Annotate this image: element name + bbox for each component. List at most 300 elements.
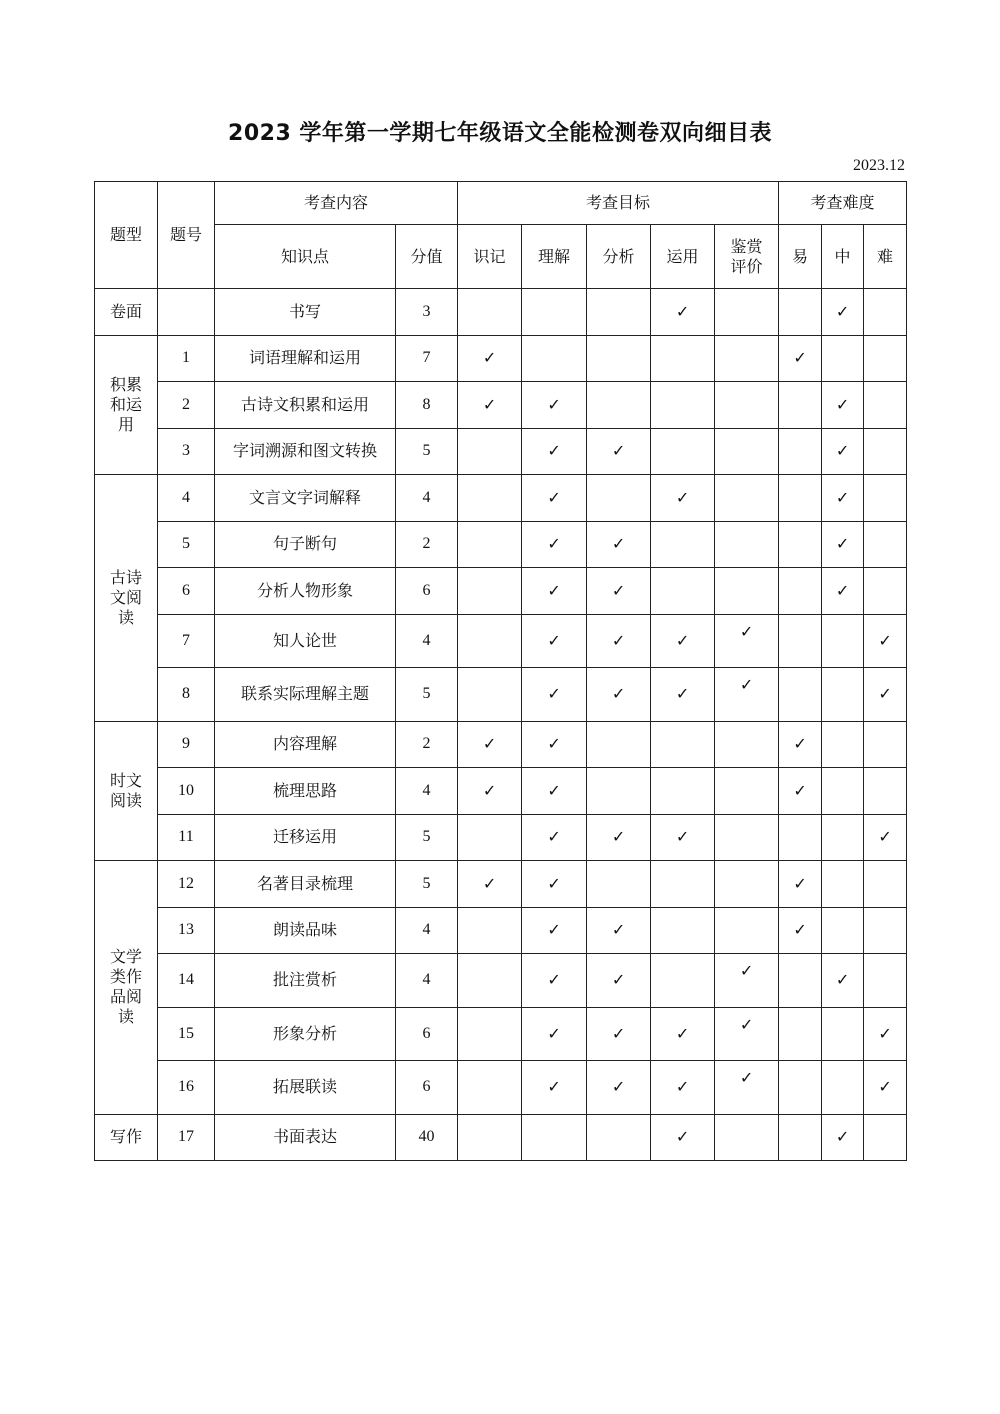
- objective-understand-cell: [522, 1007, 587, 1061]
- question-number-cell: 4: [158, 475, 215, 522]
- objective-apply-cell: [651, 475, 715, 522]
- table-row: [95, 289, 907, 336]
- check-icon: ✓: [835, 441, 850, 461]
- objective-understand-cell: [522, 335, 587, 382]
- objective-analyze-cell: [587, 907, 651, 954]
- check-icon: ✓: [482, 734, 497, 754]
- check-icon: ✓: [611, 970, 626, 990]
- difficulty-hard-cell: [864, 721, 907, 768]
- question-number-cell: 17: [158, 1114, 215, 1161]
- page-title: 2023 学年第一学期七年级语文全能检测卷双向细目表: [228, 121, 772, 146]
- difficulty-easy-cell: [779, 861, 822, 908]
- difficulty-easy-cell: [779, 614, 822, 668]
- difficulty-easy-cell: [779, 335, 822, 382]
- difficulty-easy-cell: [779, 289, 822, 336]
- objective-apply-cell: [651, 428, 715, 475]
- objective-appreciate-cell: [715, 1061, 779, 1115]
- header-objective-memorize: 识记: [458, 225, 522, 289]
- difficulty-easy-cell: [779, 814, 822, 861]
- check-icon: ✓: [739, 1068, 754, 1087]
- score-cell: 6: [396, 1007, 458, 1061]
- objective-analyze-cell: [587, 1114, 651, 1161]
- check-icon: ✓: [547, 873, 561, 893]
- check-icon: ✓: [675, 684, 690, 704]
- question-number-cell: 13: [158, 907, 215, 954]
- objective-apply-cell: [651, 335, 715, 382]
- objective-understand-cell: [522, 907, 587, 954]
- objective-analyze-cell: [587, 521, 651, 568]
- check-icon: ✓: [547, 684, 561, 704]
- table-row: [95, 568, 907, 615]
- difficulty-hard-cell: [864, 289, 907, 336]
- check-icon: ✓: [675, 487, 690, 507]
- question-number-cell: 15: [158, 1007, 215, 1061]
- objective-memorize-cell: [458, 1114, 522, 1161]
- table-row: [95, 614, 907, 668]
- question-number-cell: 5: [158, 521, 215, 568]
- check-icon: ✓: [835, 580, 850, 600]
- objective-appreciate-cell: [715, 668, 779, 722]
- difficulty-medium-cell: [822, 289, 864, 336]
- objective-apply-cell: [651, 954, 715, 1008]
- objective-analyze-cell: [587, 668, 651, 722]
- objective-understand-cell: [522, 768, 587, 815]
- objective-understand-cell: [522, 614, 587, 668]
- check-icon: ✓: [547, 1077, 561, 1097]
- check-icon: ✓: [547, 441, 561, 461]
- knowledge-point-cell: 联系实际理解主题: [215, 668, 396, 722]
- objective-appreciate-cell: [715, 907, 779, 954]
- objective-apply-cell: [651, 568, 715, 615]
- score-cell: 40: [396, 1114, 458, 1161]
- objective-memorize-cell: [458, 475, 522, 522]
- objective-apply-cell: [651, 382, 715, 429]
- objective-analyze-cell: [587, 382, 651, 429]
- objective-understand-cell: [522, 382, 587, 429]
- header-difficulty: 考查难度: [779, 182, 907, 225]
- knowledge-point-cell: 拓展联读: [215, 1061, 396, 1115]
- difficulty-easy-cell: [779, 428, 822, 475]
- check-icon: ✓: [675, 1127, 690, 1147]
- difficulty-medium-cell: [822, 521, 864, 568]
- objective-analyze-cell: [587, 568, 651, 615]
- difficulty-easy-cell: [779, 768, 822, 815]
- objective-analyze-cell: [587, 614, 651, 668]
- score-cell: 8: [396, 382, 458, 429]
- check-icon: ✓: [835, 394, 850, 414]
- specification-table: [94, 181, 907, 1161]
- knowledge-point-cell: 句子断句: [215, 521, 396, 568]
- objective-analyze-cell: [587, 954, 651, 1008]
- difficulty-hard-cell: [864, 814, 907, 861]
- difficulty-medium-cell: [822, 861, 864, 908]
- difficulty-easy-cell: [779, 721, 822, 768]
- question-number-cell: 8: [158, 668, 215, 722]
- check-icon: ✓: [835, 970, 850, 990]
- score-cell: 4: [396, 954, 458, 1008]
- question-number-cell: 1: [158, 335, 215, 382]
- header-row-sub: [95, 225, 907, 289]
- objective-memorize-cell: [458, 1007, 522, 1061]
- objective-analyze-cell: [587, 335, 651, 382]
- difficulty-hard-cell: [864, 954, 907, 1008]
- check-icon: ✓: [611, 580, 626, 600]
- score-cell: 5: [396, 814, 458, 861]
- objective-appreciate-cell: [715, 521, 779, 568]
- objective-analyze-cell: [587, 289, 651, 336]
- difficulty-easy-cell: [779, 521, 822, 568]
- objective-memorize-cell: [458, 861, 522, 908]
- score-cell: 3: [396, 289, 458, 336]
- objective-memorize-cell: [458, 814, 522, 861]
- objective-appreciate-cell: [715, 335, 779, 382]
- objective-memorize-cell: [458, 335, 522, 382]
- check-icon: ✓: [675, 630, 690, 650]
- check-icon: ✓: [611, 827, 626, 847]
- difficulty-easy-cell: [779, 907, 822, 954]
- table-row: [95, 1061, 907, 1115]
- check-icon: ✓: [482, 780, 497, 800]
- check-icon: ✓: [482, 348, 497, 368]
- knowledge-point-cell: 名著目录梳理: [215, 861, 396, 908]
- check-icon: ✓: [547, 534, 561, 554]
- header-objective-analyze: 分析: [587, 225, 651, 289]
- table-row: [95, 814, 907, 861]
- check-icon: ✓: [547, 920, 561, 940]
- header-knowledge-point: 知识点: [215, 225, 396, 289]
- objective-appreciate-cell: [715, 614, 779, 668]
- knowledge-point-cell: 书写: [215, 289, 396, 336]
- difficulty-easy-cell: [779, 668, 822, 722]
- check-icon: ✓: [835, 301, 850, 321]
- difficulty-hard-cell: [864, 475, 907, 522]
- difficulty-hard-cell: [864, 668, 907, 722]
- check-icon: ✓: [611, 1077, 626, 1097]
- score-cell: 6: [396, 568, 458, 615]
- check-icon: ✓: [611, 534, 626, 554]
- knowledge-point-cell: 字词溯源和图文转换: [215, 428, 396, 475]
- score-cell: 4: [396, 907, 458, 954]
- table-row: [95, 721, 907, 768]
- objective-analyze-cell: [587, 1061, 651, 1115]
- check-icon: ✓: [739, 961, 754, 980]
- objective-memorize-cell: [458, 382, 522, 429]
- difficulty-hard-cell: [864, 614, 907, 668]
- objective-apply-cell: [651, 1007, 715, 1061]
- objective-appreciate-cell: [715, 289, 779, 336]
- knowledge-point-cell: 知人论世: [215, 614, 396, 668]
- question-number-cell: 3: [158, 428, 215, 475]
- header-question-number: 题号: [158, 182, 215, 289]
- check-icon: ✓: [878, 827, 892, 847]
- objective-understand-cell: [522, 1114, 587, 1161]
- difficulty-medium-cell: [822, 768, 864, 815]
- table-row: [95, 1114, 907, 1161]
- question-number-cell: [158, 289, 215, 336]
- difficulty-easy-cell: [779, 1007, 822, 1061]
- check-icon: ✓: [878, 684, 892, 704]
- difficulty-hard-cell: [864, 521, 907, 568]
- header-objective-understand: 理解: [522, 225, 587, 289]
- objective-memorize-cell: [458, 568, 522, 615]
- knowledge-point-cell: 梳理思路: [215, 768, 396, 815]
- objective-analyze-cell: [587, 721, 651, 768]
- difficulty-medium-cell: [822, 614, 864, 668]
- header-question-type: 题型: [95, 182, 158, 289]
- objective-appreciate-cell: [715, 568, 779, 615]
- knowledge-point-cell: 朗读品味: [215, 907, 396, 954]
- objective-appreciate-cell: [715, 768, 779, 815]
- objective-appreciate-cell: [715, 861, 779, 908]
- objective-appreciate-cell: [715, 428, 779, 475]
- check-icon: ✓: [611, 920, 626, 940]
- score-cell: 2: [396, 521, 458, 568]
- table-row: [95, 861, 907, 908]
- objective-apply-cell: [651, 1114, 715, 1161]
- objective-memorize-cell: [458, 428, 522, 475]
- score-cell: 2: [396, 721, 458, 768]
- category-cell: 卷面: [95, 289, 158, 336]
- objective-appreciate-cell: [715, 382, 779, 429]
- question-number-cell: 2: [158, 382, 215, 429]
- objective-apply-cell: [651, 1061, 715, 1115]
- question-number-cell: 10: [158, 768, 215, 815]
- table-row: [95, 954, 907, 1008]
- objective-memorize-cell: [458, 289, 522, 336]
- difficulty-medium-cell: [822, 382, 864, 429]
- table-row: [95, 768, 907, 815]
- check-icon: ✓: [547, 970, 561, 990]
- difficulty-easy-cell: [779, 382, 822, 429]
- objective-memorize-cell: [458, 954, 522, 1008]
- check-icon: ✓: [611, 630, 626, 650]
- category-cell: 古诗 文阅 读: [95, 475, 158, 722]
- knowledge-point-cell: 文言文字词解释: [215, 475, 396, 522]
- objective-memorize-cell: [458, 1061, 522, 1115]
- document-date: 2023.12: [853, 157, 905, 174]
- objective-appreciate-cell: [715, 1114, 779, 1161]
- check-icon: ✓: [675, 827, 690, 847]
- check-icon: ✓: [482, 394, 497, 414]
- difficulty-hard-cell: [864, 335, 907, 382]
- difficulty-medium-cell: [822, 814, 864, 861]
- objective-memorize-cell: [458, 521, 522, 568]
- question-number-cell: 9: [158, 721, 215, 768]
- table-row: [95, 428, 907, 475]
- objective-apply-cell: [651, 768, 715, 815]
- check-icon: ✓: [547, 827, 561, 847]
- objective-appreciate-cell: [715, 814, 779, 861]
- table-row: [95, 382, 907, 429]
- difficulty-easy-cell: [779, 1061, 822, 1115]
- objective-understand-cell: [522, 861, 587, 908]
- difficulty-hard-cell: [864, 428, 907, 475]
- objective-analyze-cell: [587, 428, 651, 475]
- score-cell: 5: [396, 668, 458, 722]
- objective-apply-cell: [651, 721, 715, 768]
- objective-memorize-cell: [458, 721, 522, 768]
- header-score: 分值: [396, 225, 458, 289]
- objective-apply-cell: [651, 814, 715, 861]
- table-row: [95, 521, 907, 568]
- check-icon: ✓: [547, 580, 561, 600]
- objective-memorize-cell: [458, 668, 522, 722]
- check-icon: ✓: [835, 1127, 850, 1147]
- check-icon: ✓: [878, 1023, 892, 1043]
- question-number-cell: 11: [158, 814, 215, 861]
- check-icon: ✓: [675, 1023, 690, 1043]
- table-body: [95, 289, 907, 1161]
- header-content: 考查内容: [215, 182, 458, 225]
- header-difficulty-easy: 易: [779, 225, 822, 289]
- knowledge-point-cell: 分析人物形象: [215, 568, 396, 615]
- difficulty-easy-cell: [779, 1114, 822, 1161]
- knowledge-point-cell: 书面表达: [215, 1114, 396, 1161]
- header-objectives: 考查目标: [458, 182, 779, 225]
- objective-analyze-cell: [587, 768, 651, 815]
- check-icon: ✓: [878, 630, 892, 650]
- question-number-cell: 7: [158, 614, 215, 668]
- objective-apply-cell: [651, 907, 715, 954]
- header-objective-appreciate: 鉴赏 评价: [715, 225, 779, 289]
- objective-memorize-cell: [458, 614, 522, 668]
- difficulty-hard-cell: [864, 861, 907, 908]
- check-icon: ✓: [482, 873, 497, 893]
- question-number-cell: 12: [158, 861, 215, 908]
- objective-analyze-cell: [587, 861, 651, 908]
- objective-appreciate-cell: [715, 954, 779, 1008]
- table-row: [95, 475, 907, 522]
- check-icon: ✓: [793, 734, 807, 754]
- objective-understand-cell: [522, 814, 587, 861]
- table-row: [95, 668, 907, 722]
- difficulty-hard-cell: [864, 907, 907, 954]
- difficulty-medium-cell: [822, 335, 864, 382]
- difficulty-hard-cell: [864, 1061, 907, 1115]
- difficulty-easy-cell: [779, 475, 822, 522]
- difficulty-hard-cell: [864, 1007, 907, 1061]
- difficulty-hard-cell: [864, 1114, 907, 1161]
- score-cell: 4: [396, 614, 458, 668]
- objective-apply-cell: [651, 521, 715, 568]
- category-cell: 积累 和运 用: [95, 335, 158, 475]
- question-number-cell: 16: [158, 1061, 215, 1115]
- knowledge-point-cell: 批注赏析: [215, 954, 396, 1008]
- header-difficulty-medium: 中: [822, 225, 864, 289]
- score-cell: 5: [396, 428, 458, 475]
- check-icon: ✓: [547, 1023, 561, 1043]
- header-objective-apply: 运用: [651, 225, 715, 289]
- score-cell: 7: [396, 335, 458, 382]
- difficulty-medium-cell: [822, 1061, 864, 1115]
- objective-appreciate-cell: [715, 721, 779, 768]
- knowledge-point-cell: 形象分析: [215, 1007, 396, 1061]
- difficulty-easy-cell: [779, 568, 822, 615]
- difficulty-medium-cell: [822, 428, 864, 475]
- check-icon: ✓: [793, 780, 807, 800]
- check-icon: ✓: [611, 684, 626, 704]
- question-number-cell: 14: [158, 954, 215, 1008]
- check-icon: ✓: [835, 534, 850, 554]
- objective-appreciate-cell: [715, 1007, 779, 1061]
- objective-apply-cell: [651, 668, 715, 722]
- check-icon: ✓: [878, 1077, 892, 1097]
- check-icon: ✓: [547, 487, 561, 507]
- objective-apply-cell: [651, 614, 715, 668]
- check-icon: ✓: [739, 1014, 754, 1034]
- difficulty-medium-cell: [822, 568, 864, 615]
- difficulty-hard-cell: [864, 568, 907, 615]
- objective-understand-cell: [522, 289, 587, 336]
- table-row: [95, 907, 907, 954]
- objective-understand-cell: [522, 721, 587, 768]
- objective-understand-cell: [522, 475, 587, 522]
- check-icon: ✓: [675, 301, 690, 321]
- knowledge-point-cell: 迁移运用: [215, 814, 396, 861]
- difficulty-medium-cell: [822, 954, 864, 1008]
- difficulty-medium-cell: [822, 475, 864, 522]
- objective-appreciate-cell: [715, 475, 779, 522]
- check-icon: ✓: [547, 630, 561, 650]
- check-icon: ✓: [547, 780, 561, 800]
- difficulty-easy-cell: [779, 954, 822, 1008]
- objective-analyze-cell: [587, 814, 651, 861]
- check-icon: ✓: [793, 920, 807, 940]
- score-cell: 6: [396, 1061, 458, 1115]
- category-cell: 时文 阅读: [95, 721, 158, 861]
- check-icon: ✓: [611, 441, 626, 461]
- category-cell: 写作: [95, 1114, 158, 1161]
- objective-memorize-cell: [458, 907, 522, 954]
- objective-memorize-cell: [458, 768, 522, 815]
- check-icon: ✓: [675, 1077, 690, 1097]
- knowledge-point-cell: 词语理解和运用: [215, 335, 396, 382]
- score-cell: 5: [396, 861, 458, 908]
- objective-understand-cell: [522, 568, 587, 615]
- check-icon: ✓: [793, 348, 807, 368]
- objective-apply-cell: [651, 289, 715, 336]
- check-icon: ✓: [739, 621, 754, 641]
- objective-apply-cell: [651, 861, 715, 908]
- objective-understand-cell: [522, 428, 587, 475]
- difficulty-medium-cell: [822, 1007, 864, 1061]
- header-row-top: [95, 182, 907, 225]
- objective-understand-cell: [522, 521, 587, 568]
- difficulty-hard-cell: [864, 768, 907, 815]
- knowledge-point-cell: 古诗文积累和运用: [215, 382, 396, 429]
- objective-analyze-cell: [587, 1007, 651, 1061]
- check-icon: ✓: [793, 873, 807, 893]
- objective-understand-cell: [522, 1061, 587, 1115]
- score-cell: 4: [396, 475, 458, 522]
- check-icon: ✓: [547, 734, 561, 754]
- check-icon: ✓: [739, 675, 754, 694]
- table-row: [95, 335, 907, 382]
- check-icon: ✓: [547, 394, 561, 414]
- difficulty-medium-cell: [822, 721, 864, 768]
- header-difficulty-hard: 难: [864, 225, 907, 289]
- objective-understand-cell: [522, 668, 587, 722]
- knowledge-point-cell: 内容理解: [215, 721, 396, 768]
- check-icon: ✓: [611, 1023, 626, 1043]
- difficulty-medium-cell: [822, 1114, 864, 1161]
- difficulty-medium-cell: [822, 668, 864, 722]
- difficulty-hard-cell: [864, 382, 907, 429]
- difficulty-medium-cell: [822, 907, 864, 954]
- category-cell: 文学 类作 品阅 读: [95, 861, 158, 1115]
- objective-understand-cell: [522, 954, 587, 1008]
- table-row: [95, 1007, 907, 1061]
